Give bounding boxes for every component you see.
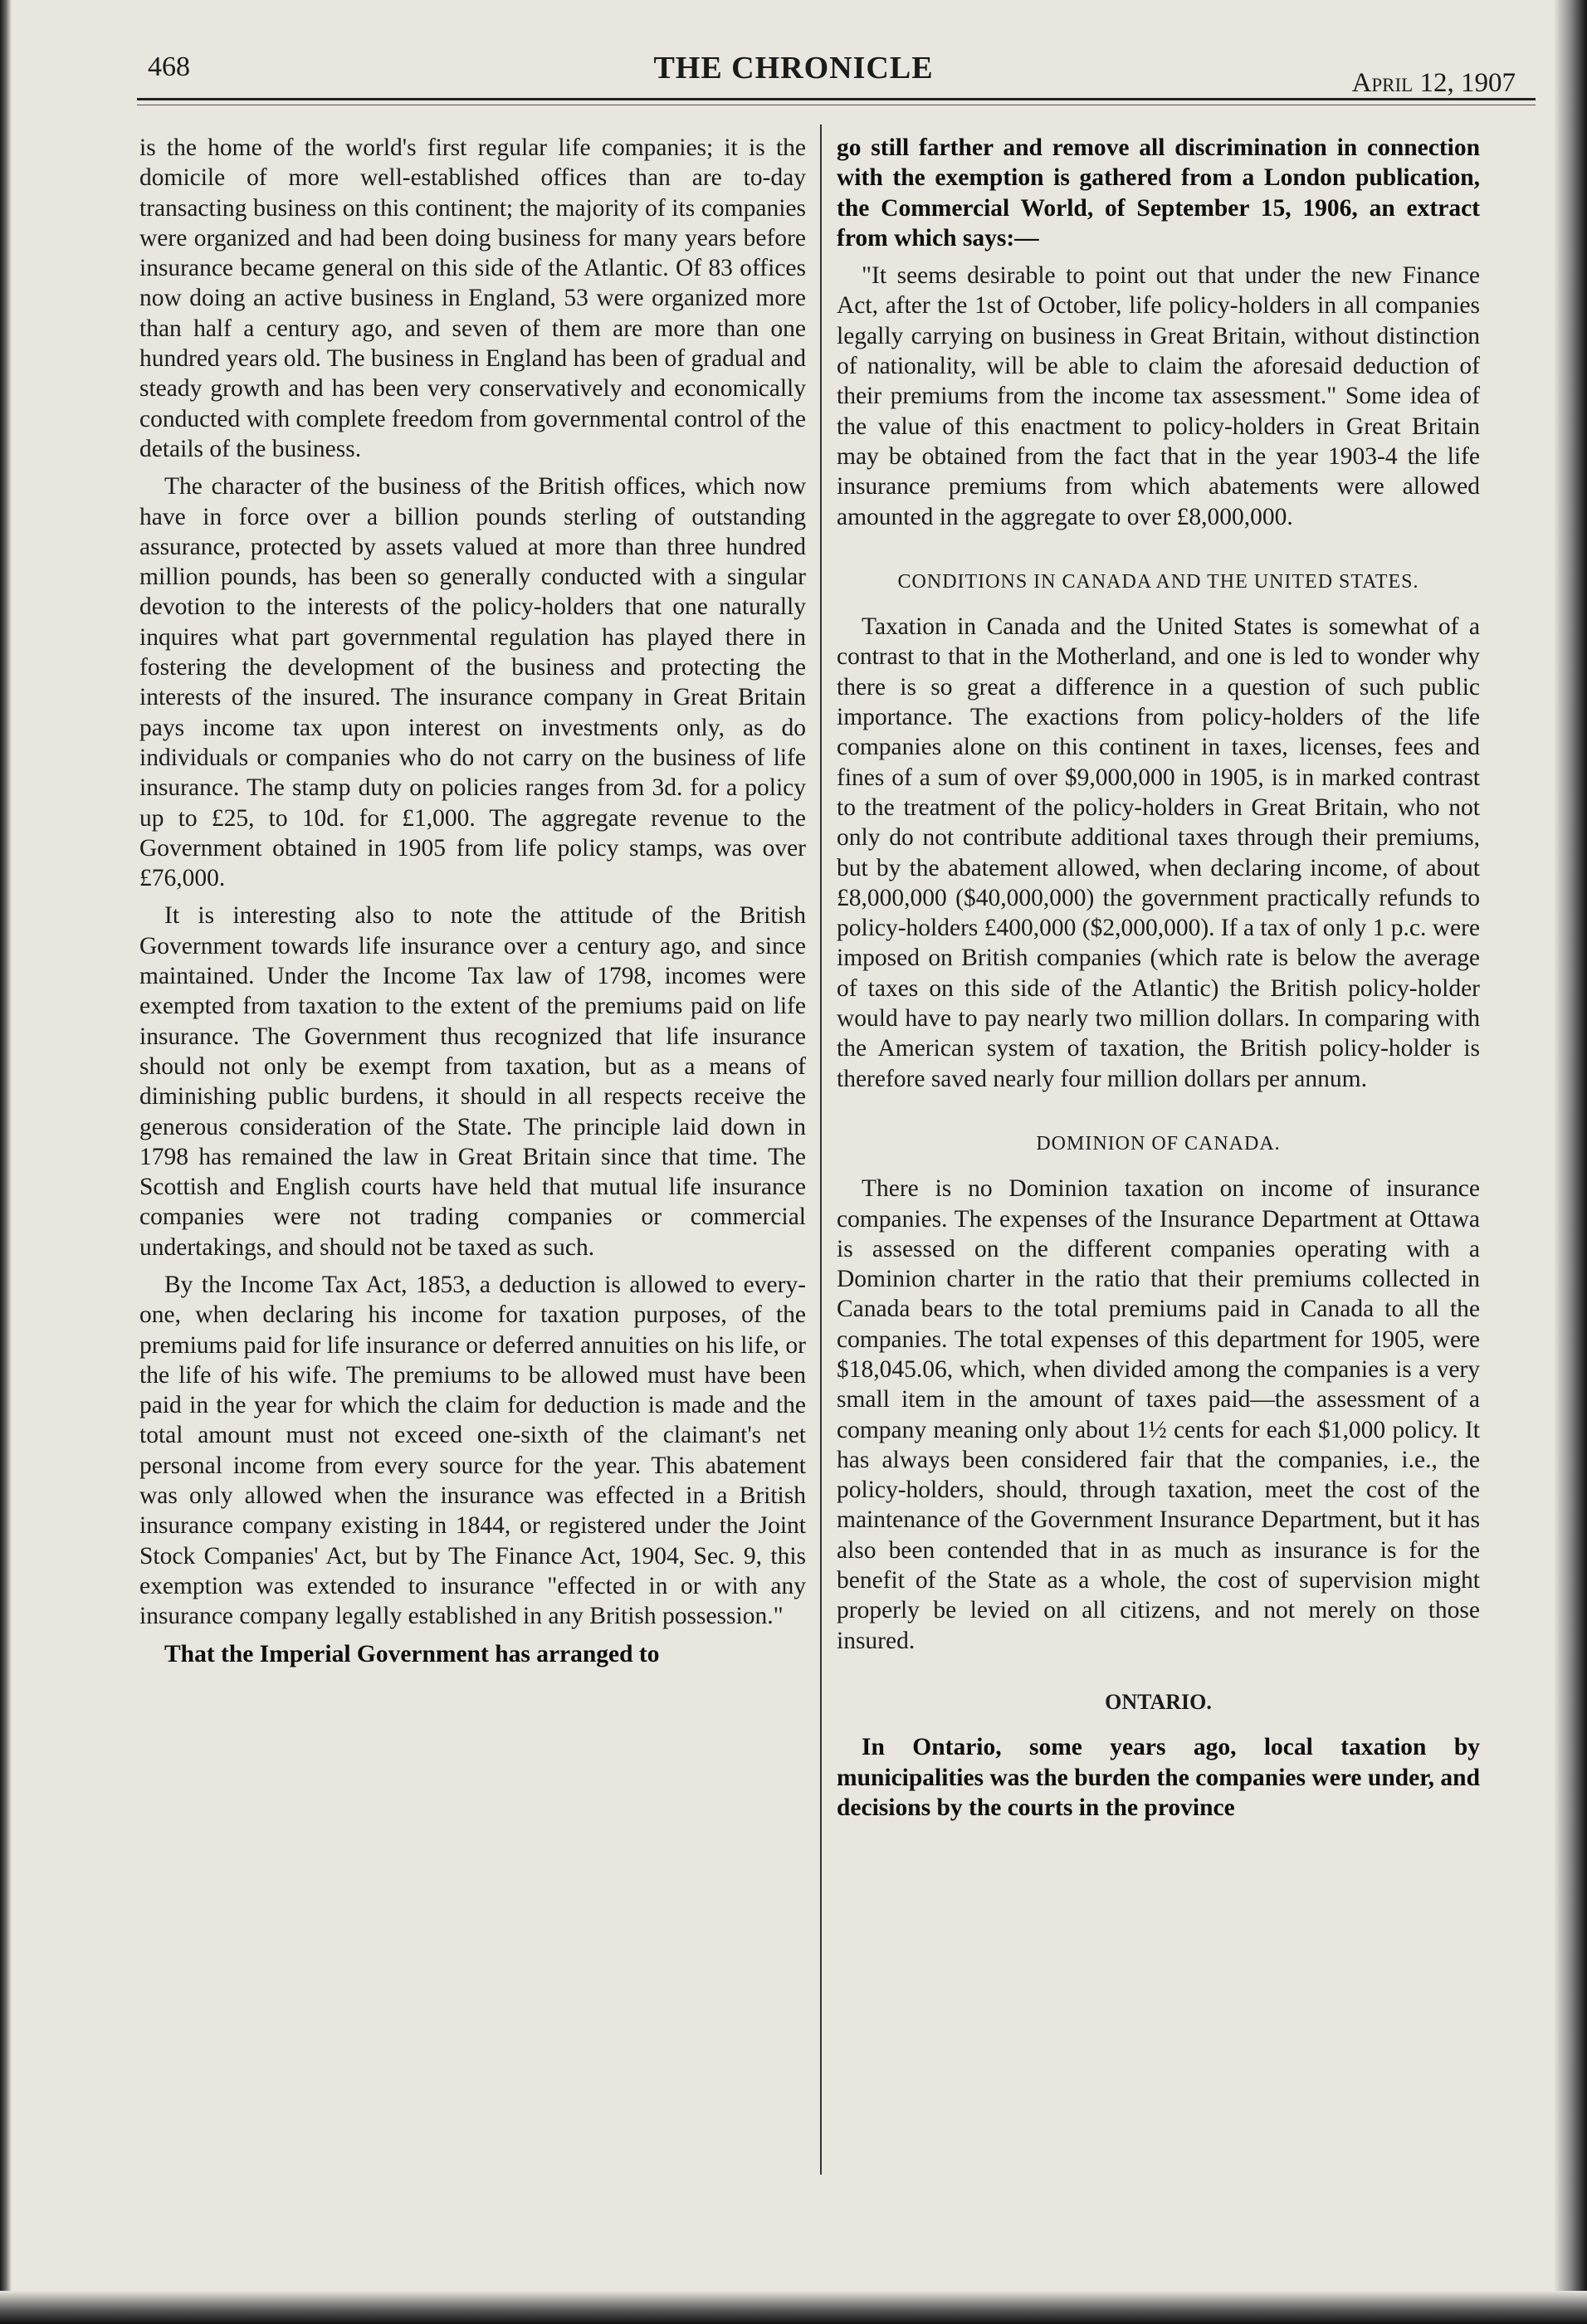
scan-left-edge [0, 0, 12, 2324]
right-paragraph-5: In Ontario, some years ago, local taxation by municipalities was the burden the companies were under, and decisions by the courts in the province [837, 1734, 1480, 1821]
left-paragraph-4: By the Income Tax Act, 1853, a deduction is allowed to every-one, when declaring his income for taxation purposes, of the premiums paid for life insurance or deferred annuities on his life, or the life of his wife. The premiums to be allowed must have been paid in the year for which the claim for deduction is made and the total amount must not exceed one-sixth of the claimant's net personal income from every source for the year. This abatement was only allowed when the insurance was effected in a British insurance company existing in 1844, or registered under the Joint Stock Companies' Act, but by The Finance Act, 1904, Sec. 9, this exemption was extended to insurance "effected in or with any insurance company legally established in any British possession." [139, 1271, 806, 1630]
header-rule-thick [137, 98, 1536, 100]
left-paragraph-3: It is interesting also to note the attitude of the British Government towards life insurance over a century ago, and since maintained. Under the Income Tax law of 1798, incomes were exempted from taxation to the extent of the premiums paid on life insurance. The Government thus recognized that life insurance should not only be exempt from taxation, but as a means of diminishing public burdens, it should in all respects receive the generous consideration of the State. The principle laid down in 1798 has remained the law in Great Britain since that time. The Scottish and English courts have held that mutual life insurance companies were not trading companies or commercial undertakings, and should not be taxed as such. [139, 902, 806, 1261]
section-heading-canada-us: CONDITIONS IN CANADA AND THE UNITED STATES. [897, 570, 1419, 593]
right-column [837, 133, 1480, 2183]
left-paragraph-1: is the home of the world's first regular life companies; it is the domicile of more well-established offices than are to-day transacting business on this continent; the majority of its companies were organized and had been doing business for many years before insurance became general on this side of the Atlantic. Of 83 offices now doing an active business in England, 53 were organized more than half a century ago, and seven of them are more than one hundred years old. The business in England has been of gradual and steady growth and has been very conservatively and economically conducted with complete freedom from governmental control of the details of the business. [139, 134, 806, 462]
right-paragraph-3: Taxation in Canada and the United States is somewhat of a contrast to that in the Motherland, and one is led to wonder why there is so great a difference in a question of such public importance. The exactions from policy-holders of the life companies alone on this continent in taxes, licenses, fees and fines of a sum of over $9,000,000 in 1905, is in marked contrast to the treatment of the policy-holders in Great Britain, who not only do not contribute additional taxes through their premiums, but by the abatement allowed, when declaring income, of about £8,000,000 ($40,000,000) the government practically refunds to policy-holders £400,000 ($2,000,000). If a tax of only 1 p.c. were imposed on British companies (which rate is below the average of taxes on this side of the Atlantic) the British policy-holder would have to pay nearly two million dollars. In comparing with the American system of taxation, the British policy-holder is therefore saved nearly four million dollars per annum. [837, 613, 1480, 1092]
section-heading-ontario: ONTARIO. [1105, 1689, 1212, 1714]
scan-right-edge [1554, 0, 1587, 2324]
issue-date: April 12, 1907 [1351, 68, 1516, 98]
column-divider [820, 124, 822, 2175]
left-paragraph-2: The character of the business of the British offices, which now have in force over a billion pounds sterling of outstanding assurance, protected by assets valued at more than three hundred million pounds, has been so generally conducted with a singular devotion to the interests of the policy-holders that one naturally inquires what part governmental regulation has played there in fostering the development of the business and protecting the interests of the insured. The insurance company in Great Britain pays income tax upon interest on investments only, as do individuals or companies who do not carry on the business of life insurance. The stamp duty on policies ranges from 3d. for a policy up to £25, to 10d. for £1,000. The aggregate revenue to the Government obtained in 1905 from life policy stamps, was over £76,000. [139, 473, 806, 892]
right-paragraph-1: go still farther and remove all discrimination in connection with the exemption is gathered from a London publication, the Commercial World, of September 15, 1906, an extract from which says:— [837, 134, 1480, 251]
right-paragraph-2: "It seems desirable to point out that under the new Finance Act, after the 1st of October, life policy-holders in all companies legally carrying on business in Great Britain, without distinction of nationality, will be able to claim the aforesaid deduction of their premiums from the income tax assessment." Some idea of the value of this enactment to policy-holders in Great Britain may be obtained from the fact that in the year 1903-4 the life insurance premiums from which abatements were allowed amounted in the aggregate to over £8,000,000. [837, 262, 1480, 530]
section-heading-dominion: DOMINION OF CANADA. [1036, 1132, 1281, 1155]
left-column [139, 133, 806, 2183]
scan-bottom-edge [0, 2291, 1587, 2324]
left-paragraph-5: That the Imperial Government has arranged to [164, 1640, 660, 1667]
publication-title: THE CHRONICLE [653, 51, 934, 85]
right-paragraph-4: There is no Dominion taxation on income of insurance companies. The expenses of the Insurance Department at Ottawa is assessed on the different companies operating with a Dominion charter in the ratio that their premiums collected in Canada bears to the total premiums paid in Canada to all the companies. The total expenses of this department for 1905, were $18,045.06, which, when divided among the companies is a very small item in the amount of taxes paid—the assessment of a company meaning only about 1½ cents for each $1,000 policy. It has always been considered fair that the companies, i.e., the policy-holders, should, through taxation, meet the cost of the maintenance of the Government Insurance Department, but it has also been contended that in as much as insurance is for the benefit of the State as a whole, the cost of supervision might properly be levied on all citizens, and not merely on those insured. [837, 1175, 1480, 1654]
page-number: 468 [148, 51, 190, 82]
